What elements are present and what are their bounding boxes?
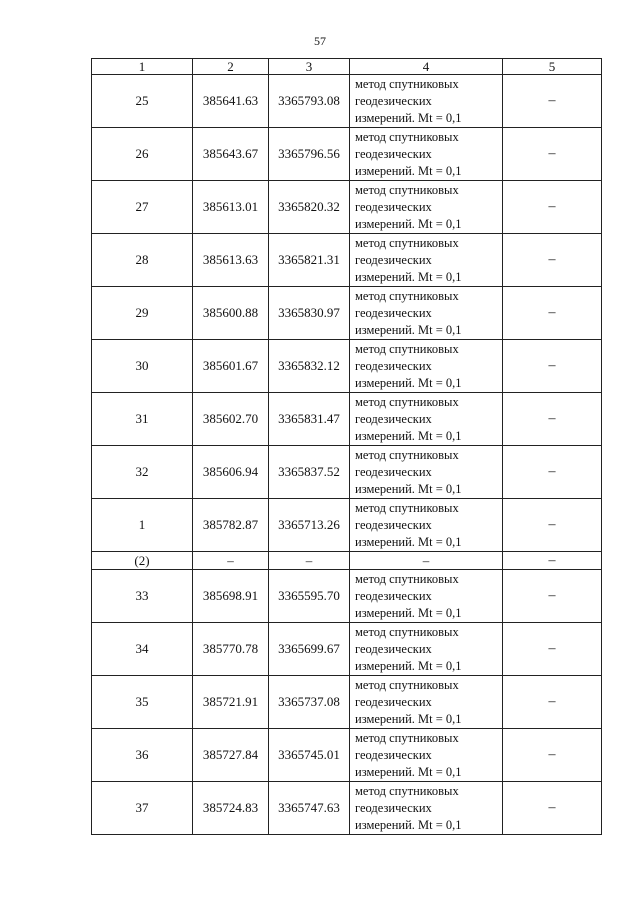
method-cell [350, 287, 503, 340]
column-5-cell: – [503, 676, 602, 729]
column-5-cell: – [503, 287, 602, 340]
method-line: измерений. Mt = 0,1 [355, 711, 462, 726]
method-line: измерений. Mt = 0,1 [355, 375, 462, 390]
y-coordinate-cell: 3365830.97 [269, 287, 350, 340]
method-cell [350, 729, 503, 782]
method-cell: – [350, 552, 503, 570]
column-5-cell: – [503, 499, 602, 552]
method-line: геодезических [355, 305, 432, 320]
method-line: измерений. Mt = 0,1 [355, 428, 462, 443]
x-coordinate-cell: 385727.84 [193, 729, 269, 782]
y-coordinate-cell: 3365745.01 [269, 729, 350, 782]
x-coordinate-cell: 385698.91 [193, 570, 269, 623]
method-line: измерений. Mt = 0,1 [355, 658, 462, 673]
method-cell [350, 623, 503, 676]
method-line: метод спутниковых [355, 288, 459, 303]
method-line: геодезических [355, 588, 432, 603]
method-line: геодезических [355, 358, 432, 373]
method-line: измерений. Mt = 0,1 [355, 764, 462, 779]
y-coordinate-cell: 3365595.70 [269, 570, 350, 623]
method-line: измерений. Mt = 0,1 [355, 605, 462, 620]
x-coordinate-cell: 385613.63 [193, 234, 269, 287]
method-line: метод спутниковых [355, 76, 459, 91]
x-coordinate-cell: 385643.67 [193, 128, 269, 181]
y-coordinate-cell: 3365747.63 [269, 782, 350, 835]
header-cell: 1 [92, 59, 193, 75]
x-coordinate-cell: 385601.67 [193, 340, 269, 393]
method-cell [350, 181, 503, 234]
method-line: геодезических [355, 747, 432, 762]
point-cell: 35 [92, 676, 193, 729]
table-row [92, 570, 602, 623]
table-row [92, 128, 602, 181]
y-coordinate-cell: 3365820.32 [269, 181, 350, 234]
method-line: метод спутниковых [355, 394, 459, 409]
method-line: метод спутниковых [355, 571, 459, 586]
table-row [92, 729, 602, 782]
header-cell: 3 [269, 59, 350, 75]
header-row [92, 59, 602, 75]
y-coordinate-cell: 3365737.08 [269, 676, 350, 729]
y-coordinate-cell: 3365699.67 [269, 623, 350, 676]
method-line: измерений. Mt = 0,1 [355, 110, 462, 125]
x-coordinate-cell: 385770.78 [193, 623, 269, 676]
column-5-cell: – [503, 234, 602, 287]
method-cell [350, 75, 503, 128]
method-line: метод спутниковых [355, 624, 459, 639]
method-line: измерений. Mt = 0,1 [355, 322, 462, 337]
y-coordinate-cell: – [269, 552, 350, 570]
table-header [92, 59, 602, 75]
method-line: геодезических [355, 146, 432, 161]
method-line: измерений. Mt = 0,1 [355, 534, 462, 549]
column-5-cell: – [503, 570, 602, 623]
point-cell: 28 [92, 234, 193, 287]
table-row [92, 340, 602, 393]
method-line: геодезических [355, 93, 432, 108]
method-cell [350, 128, 503, 181]
point-cell: 27 [92, 181, 193, 234]
method-line: метод спутниковых [355, 447, 459, 462]
method-line: геодезических [355, 252, 432, 267]
column-5-cell: – [503, 446, 602, 499]
method-line: метод спутниковых [355, 341, 459, 356]
method-cell [350, 676, 503, 729]
header-cell: 4 [350, 59, 503, 75]
column-5-cell: – [503, 623, 602, 676]
point-cell: 36 [92, 729, 193, 782]
method-cell [350, 499, 503, 552]
point-cell: 34 [92, 623, 193, 676]
table-row [92, 287, 602, 340]
x-coordinate-cell: 385600.88 [193, 287, 269, 340]
point-cell: 26 [92, 128, 193, 181]
y-coordinate-cell: 3365793.08 [269, 75, 350, 128]
table-row [92, 623, 602, 676]
method-cell [350, 393, 503, 446]
table-row [92, 552, 602, 570]
x-coordinate-cell: 385613.01 [193, 181, 269, 234]
method-line: геодезических [355, 411, 432, 426]
method-line: метод спутниковых [355, 730, 459, 745]
method-line: измерений. Mt = 0,1 [355, 163, 462, 178]
table-body [92, 75, 602, 835]
table-row [92, 393, 602, 446]
method-line: метод спутниковых [355, 182, 459, 197]
header-cell: 5 [503, 59, 602, 75]
method-line: измерений. Mt = 0,1 [355, 269, 462, 284]
method-line: метод спутниковых [355, 677, 459, 692]
method-line: измерений. Mt = 0,1 [355, 481, 462, 496]
method-cell [350, 340, 503, 393]
point-cell: 31 [92, 393, 193, 446]
y-coordinate-cell: 3365837.52 [269, 446, 350, 499]
column-5-cell: – [503, 552, 602, 570]
point-cell: (2) [92, 552, 193, 570]
x-coordinate-cell: 385602.70 [193, 393, 269, 446]
y-coordinate-cell: 3365713.26 [269, 499, 350, 552]
column-5-cell: – [503, 340, 602, 393]
method-cell [350, 570, 503, 623]
point-cell: 29 [92, 287, 193, 340]
header-cell: 2 [193, 59, 269, 75]
method-line: измерений. Mt = 0,1 [355, 817, 462, 832]
table-row [92, 782, 602, 835]
method-line: измерений. Mt = 0,1 [355, 216, 462, 231]
point-cell: 30 [92, 340, 193, 393]
point-cell: 33 [92, 570, 193, 623]
y-coordinate-cell: 3365831.47 [269, 393, 350, 446]
method-line: метод спутниковых [355, 235, 459, 250]
column-5-cell: – [503, 181, 602, 234]
x-coordinate-cell: 385782.87 [193, 499, 269, 552]
table-row [92, 75, 602, 128]
method-line: метод спутниковых [355, 129, 459, 144]
point-cell: 32 [92, 446, 193, 499]
column-5-cell: – [503, 75, 602, 128]
method-line: метод спутниковых [355, 783, 459, 798]
method-line: геодезических [355, 800, 432, 815]
y-coordinate-cell: 3365821.31 [269, 234, 350, 287]
method-line: геодезических [355, 199, 432, 214]
y-coordinate-cell: 3365832.12 [269, 340, 350, 393]
method-cell [350, 782, 503, 835]
table-row [92, 676, 602, 729]
column-5-cell: – [503, 782, 602, 835]
x-coordinate-cell: 385606.94 [193, 446, 269, 499]
method-cell [350, 234, 503, 287]
table-row [92, 446, 602, 499]
table-row [92, 181, 602, 234]
y-coordinate-cell: 3365796.56 [269, 128, 350, 181]
point-cell: 1 [92, 499, 193, 552]
method-line: геодезических [355, 641, 432, 656]
method-line: геодезических [355, 694, 432, 709]
point-cell: 25 [92, 75, 193, 128]
point-cell: 37 [92, 782, 193, 835]
x-coordinate-cell: 385724.83 [193, 782, 269, 835]
x-coordinate-cell: – [193, 552, 269, 570]
method-line: геодезических [355, 464, 432, 479]
page-number: 57 [314, 34, 326, 48]
coordinates-table [91, 58, 602, 835]
method-line: геодезических [355, 517, 432, 532]
table-row [92, 234, 602, 287]
column-5-cell: – [503, 128, 602, 181]
column-5-cell: – [503, 729, 602, 782]
method-line: метод спутниковых [355, 500, 459, 515]
method-cell [350, 446, 503, 499]
x-coordinate-cell: 385721.91 [193, 676, 269, 729]
table-row [92, 499, 602, 552]
x-coordinate-cell: 385641.63 [193, 75, 269, 128]
column-5-cell: – [503, 393, 602, 446]
